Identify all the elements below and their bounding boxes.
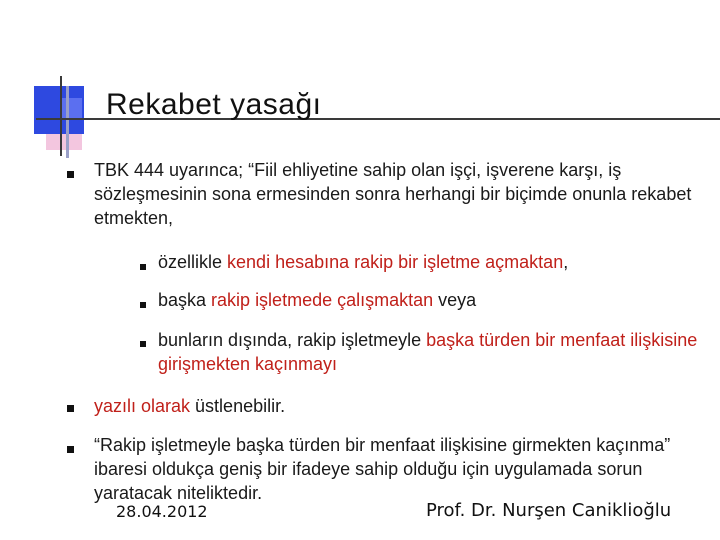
sub-bullet-marker xyxy=(140,341,146,347)
bullet-2-post: üstlenebilir. xyxy=(190,396,286,416)
sub-bullet-text-3 xyxy=(158,328,708,376)
sub-bullet-2-pre: başka xyxy=(158,290,212,310)
bullet-marker xyxy=(67,405,74,412)
sub-bullet-1-highlight: kendi hesabına rakip bir işletme açmaktan xyxy=(227,252,564,272)
bullet-text-3: “Rakip işletmeyle başka türden bir menfaat ilişkisine girmekten kaçınma” ibaresi oldukça geniş bir ifadeye sahip olduğu için uygulamada sorun yaratacak niteliktedir. xyxy=(94,435,671,503)
sub-bullet-3-highlight: başka türden bir menfaat ilişkisine girişmekten kaçınmayı xyxy=(158,330,698,374)
sub-bullet-3-pre: bunların dışında, rakip işletmeyle xyxy=(158,330,427,350)
decoration-vertical-line xyxy=(60,76,62,156)
slide-title: Rekabet yasağı xyxy=(106,88,322,121)
bullet-text-2 xyxy=(94,394,694,418)
sub-bullet-text-2 xyxy=(158,288,698,312)
sub-bullet-2-post: veya xyxy=(433,290,477,310)
bullet-marker xyxy=(67,171,74,178)
sub-bullet-marker xyxy=(140,302,146,308)
footer-date: 28.04.2012 xyxy=(116,502,208,521)
sub-bullet-marker xyxy=(140,264,146,270)
footer-author: Prof. Dr. Nurşen Caniklioğlu xyxy=(426,500,672,521)
bullet-text-1: TBK 444 uyarınca; “Fiil ehliyetine sahip olan işçi, işverene karşı, iş sözleşmesinin sona ermesinden sonra herhangi bir biçimde onunla rekabet etmekten, xyxy=(94,160,692,228)
decoration-blue-small-block xyxy=(60,98,82,120)
sub-bullet-1-post: , xyxy=(563,252,569,272)
bullet-marker xyxy=(67,446,74,453)
bullet-2-highlight: yazılı olarak xyxy=(94,396,191,416)
sub-bullet-text-1 xyxy=(158,250,698,274)
sub-bullet-1-pre: özellikle xyxy=(158,252,228,272)
sub-bullet-2-highlight: rakip işletmede çalışmaktan xyxy=(211,290,434,310)
decoration-shadow-line xyxy=(66,86,69,158)
